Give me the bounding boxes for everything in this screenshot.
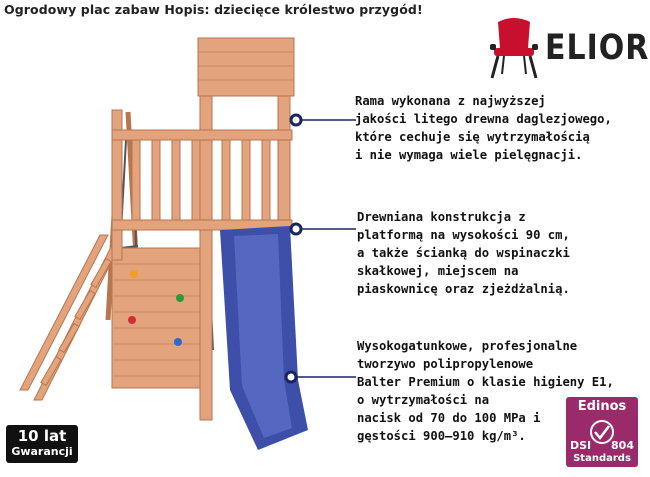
ladder <box>20 235 120 400</box>
playset-illustration <box>8 30 318 450</box>
feature-construction-text: Drewniana konstrukcja z platformą na wysokości 90 cm, a także ścianką do wspinaczki skałkowej, miejscem na piaskownicę oraz zjeżdżalnią. <box>357 210 570 296</box>
certificate-name: Edinos <box>577 399 627 414</box>
pointer-3 <box>283 367 358 387</box>
climbing-wall <box>112 248 206 388</box>
chair-icon <box>484 14 544 80</box>
certificate-number: 804 <box>611 439 634 452</box>
brand-name: ELIOR <box>545 28 650 69</box>
certificate-badge <box>566 397 638 467</box>
certificate-dsi: DSI <box>570 439 592 452</box>
feature-plastic-text: Wysokogatunkowe, profesjonalne tworzywo polipropylenowe Balter Premium o klasie higieny E1, o wytrzymałości na nacisk od 70 do 100 MPa i gęstości 900–910 kg/m³. <box>357 339 614 443</box>
pointer-1 <box>288 110 358 130</box>
pointer-2 <box>288 219 358 239</box>
warranty-badge <box>6 425 78 463</box>
roof <box>198 38 294 96</box>
page-title: Ogrodowy plac zabaw Hopis: dziecięce królestwo przygód! <box>4 2 423 17</box>
slide <box>220 226 308 450</box>
certificate-standards: Standards <box>573 453 631 464</box>
warranty-years: 10 lat <box>17 427 67 445</box>
feature-frame-text: Rama wykonana z najwyższej jakości litego drewna daglezjowego, które cechuje się wytrzymałością i nie wymaga wiele pielęgnacji. <box>355 94 612 162</box>
warranty-label: Gwarancji <box>11 445 73 458</box>
